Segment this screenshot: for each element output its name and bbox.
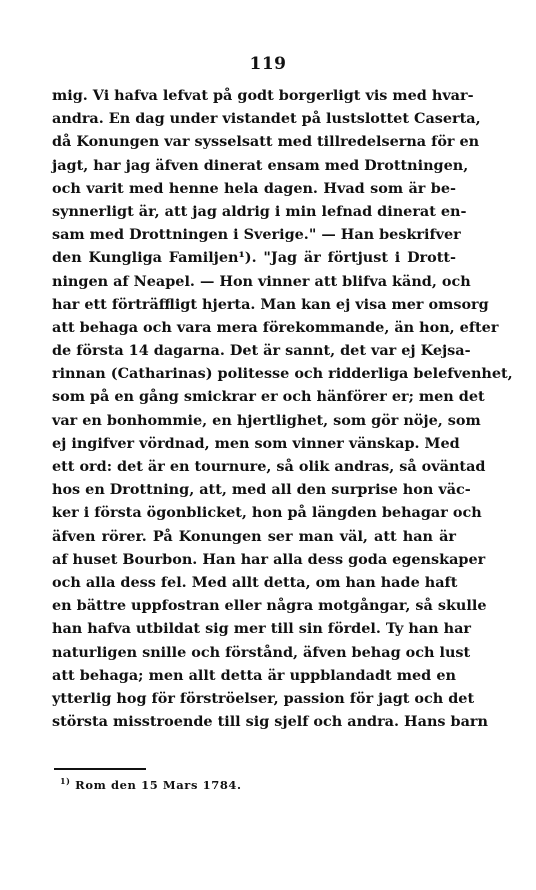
text-line: att behaga; men allt detta är uppblandadt med en xyxy=(52,666,456,684)
text-line: och alla dess fel. Med allt detta, om han hade haft xyxy=(52,573,458,591)
text-line: som på en gång smickrar er och hänförer er; men det xyxy=(52,388,485,406)
text-line: då Konungen var sysselsatt med tillredelserna för en xyxy=(52,133,480,151)
text-line: ningen af Neapel. — Hon vinner att blifva känd, och xyxy=(52,272,471,290)
text-line: ker i första ögonblicket, hon på längden behagar och xyxy=(52,504,482,522)
text-line: den Kungliga Familjen¹). "Jag är förtjust i Drott- xyxy=(52,249,456,267)
text-line: jagt, har jag äfven dinerat ensam med Drottningen, xyxy=(52,156,469,174)
text-line: och varit med henne hela dagen. Hvad som är be- xyxy=(52,179,456,197)
text-line: naturligen snille och förstånd, äfven behag och lust xyxy=(52,643,471,661)
footnote-mark: 1) xyxy=(60,776,71,786)
text-line: rinnan (Catharinas) politesse och ridderliga belefvenhet, xyxy=(52,365,513,383)
text-line: synnerligt är, att jag aldrig i min lefnad dinerat en- xyxy=(52,202,467,220)
body-text xyxy=(52,84,513,733)
text-line: ej ingifver vördnad, men som vinner vänskap. Med xyxy=(52,434,460,452)
text-line: af huset Bourbon. Han har alla dess goda egenskaper xyxy=(52,550,486,568)
text-line: en bättre uppfostran eller några motgångar, så skulle xyxy=(52,597,487,615)
text-line: mig. Vi hafva lefvat på godt borgerligt vis med hvar- xyxy=(52,87,474,104)
footnote xyxy=(60,776,242,792)
text-line: de första 14 dagarna. Det är sannt, det var ej Kejsa- xyxy=(52,342,471,360)
text-line: ytterlig hog för förströelser, passion för jagt och det xyxy=(52,689,475,707)
text-line: äfven rörer. På Konungen ser man väl, att han är xyxy=(52,527,456,545)
text-line: ett ord: det är en tournure, så olik andras, så oväntad xyxy=(52,458,486,475)
text-line: andra. En dag under vistandet på lustslottet Caserta, xyxy=(52,110,481,128)
text-line: var en bonhommie, en hjertlighet, som gör nöje, som xyxy=(52,411,481,429)
text-line: att behaga och vara mera förekommande, än hon, efter xyxy=(52,318,499,336)
text-line: största misstroende till sig sjelf och andra. Hans barn xyxy=(52,713,488,731)
text-line: har ett förträffligt hjerta. Man kan ej visa mer omsorg xyxy=(52,295,489,313)
text-line: sam med Drottningen i Sverige." — Han beskrifver xyxy=(52,226,461,244)
text-line: hos en Drottning, att, med all den surprise hon väc- xyxy=(52,481,471,499)
footnote-rule xyxy=(54,768,146,770)
text-line: han hafva utbildat sig mer till sin fördel. Ty han har xyxy=(52,620,471,638)
footnote-text: Rom den 15 Mars 1784. xyxy=(75,777,242,792)
page-number: 119 xyxy=(249,54,287,74)
